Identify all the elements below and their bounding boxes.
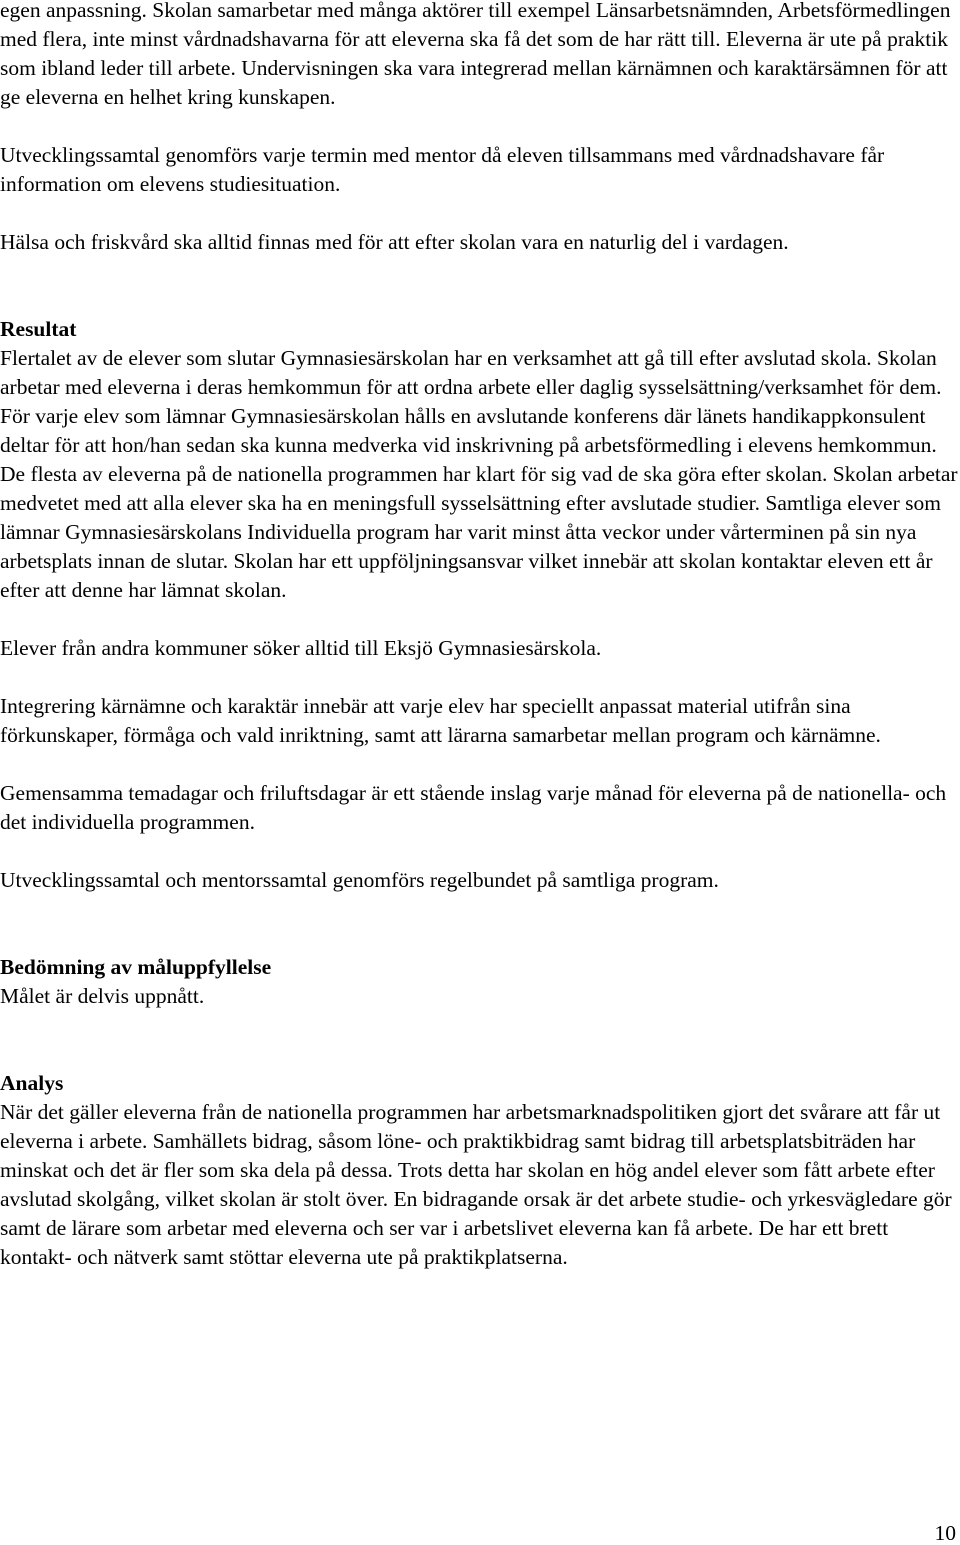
resultat-paragraph: Flertalet av de elever som slutar Gymnasiesärskolan har en verksamhet att gå till efter avslutad skola. Skolan arbetar med eleverna i deras hemkommun för att ordna arbete eller daglig sysselsättning/verksamhet för dem. För varje elev som lämnar Gymnasiesärskolan hålls en avslutande konferens där länets handikappkonsulent deltar för att hon/han sedan ska kunna medverka vid inskrivning på arbetsförmedling i elevens hemkommun. De flesta av eleverna på de nationella programmen har klart för sig vad de ska göra efter skolan. Skolan arbetar medvetet med att alla elever ska ha en meningsfull sysselsättning efter avslutade studier. Samtliga elever som lämnar Gymnasiesärskolans Individuella program har varit minst åtta veckor under vårterminen på sin nya arbetsplats innan de slutar. Skolan har ett uppföljningsansvar vilket innebär att skolan kontaktar eleven ett år efter att denne har lämnat skolan.: [0, 346, 958, 602]
elever-andra-kommuner-paragraph: Elever från andra kommuner söker alltid till Eksjö Gymnasiesärskola.: [0, 636, 602, 660]
mentorssamtal-paragraph: Utvecklingssamtal och mentorssamtal genomförs regelbundet på samtliga program.: [0, 868, 719, 892]
utvecklingssamtal-paragraph: Utvecklingssamtal genomförs varje termin med mentor då eleven tillsammans med vårdnadshavare får information om elevens studiesituation.: [0, 143, 885, 196]
temadagar-paragraph: Gemensamma temadagar och friluftsdagar är ett stående inslag varje månad för eleverna på de nationella- och det individuella programmen.: [0, 781, 947, 834]
halsa-paragraph: Hälsa och friskvård ska alltid finnas med för att efter skolan vara en naturlig del i vardagen.: [0, 230, 789, 254]
analys-heading: Analys: [0, 1071, 64, 1095]
integrering-paragraph: Integrering kärnämne och karaktär innebär att varje elev har speciellt anpassat material utifrån sina förkunskaper, förmåga och vald inriktning, samt att lärarna samarbetar mellan program och kärnämne.: [0, 694, 881, 747]
resultat-heading: Resultat: [0, 317, 77, 341]
analys-paragraph: När det gäller eleverna från de nationella programmen har arbetsmarknadspolitiken gjort det svårare att får ut eleverna i arbete. Samhällets bidrag, såsom löne- och praktikbidrag samt bidrag till arbetsplatsbiträden har minskat och det är fler som ska dela på dessa. Trots detta har skolan en hög andel elever som fått arbete efter avslutad skolgång, vilket skolan är stolt över. En bidragande orsak är det arbete studie- och yrkesvägledare gör samt de lärare som arbetar med eleverna och ser var i arbetslivet eleverna kan få arbete. De har ett brett kontakt- och nätverk samt stöttar eleverna ute på praktikplatserna.: [0, 1100, 952, 1269]
bedomning-heading: Bedömning av måluppfyllelse: [0, 955, 272, 979]
page-number: 10: [934, 1521, 956, 1545]
bedomning-text: Målet är delvis uppnått.: [0, 984, 205, 1008]
intro-paragraph: egen anpassning. Skolan samarbetar med många aktörer till exempel Länsarbetsnämnden, Arbetsförmedlingen med flera, inte minst vårdnadshavarna för att eleverna ska få det som de har rätt till. Eleverna är ute på praktik som ibland leder till arbete. Undervisningen ska vara integrerad mellan kärnämnen och karaktärsämnen för att ge eleverna en helhet kring kunskapen.: [0, 0, 951, 109]
